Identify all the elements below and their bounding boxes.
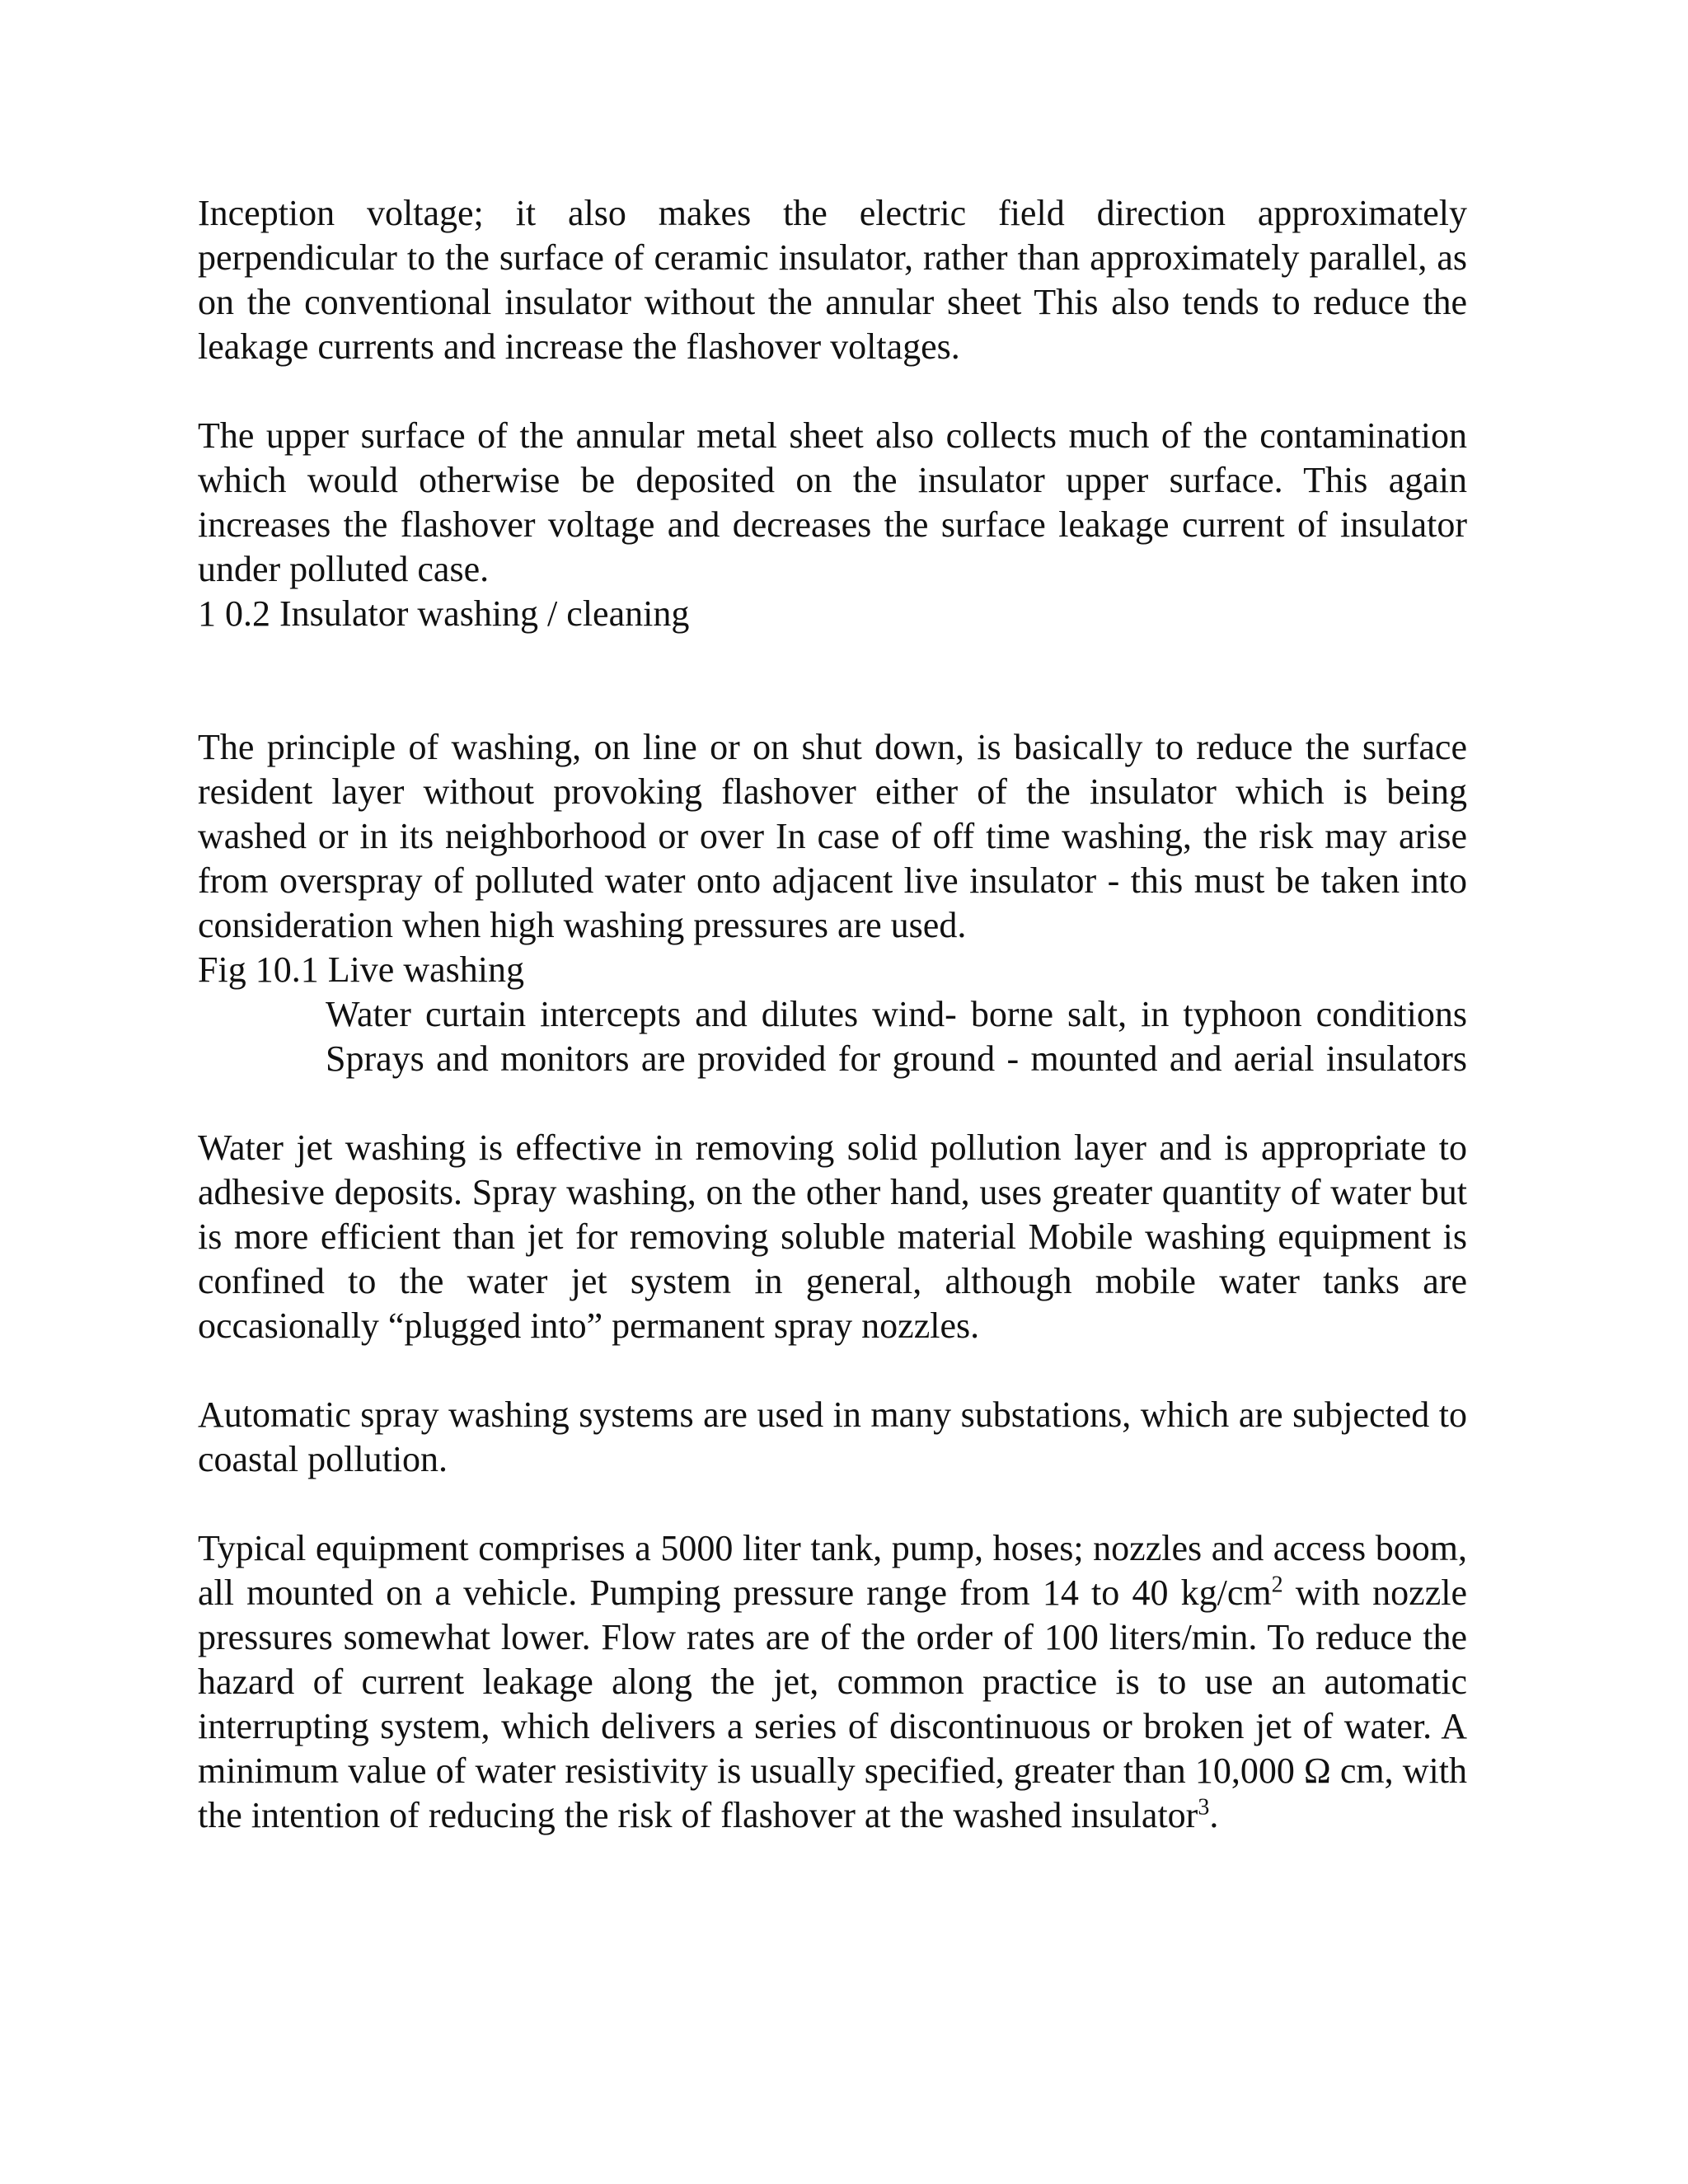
footnote-reference: 3 xyxy=(1198,1794,1210,1821)
figure-caption-live-washing: Fig 10.1 Live washing xyxy=(198,949,524,990)
paragraph-water-jet-washing: Water jet washing is effective in removing solid pollution layer and is appropriate to adhesive deposits. Spray washing, on the other hand, uses greater quantity of water but is more efficient than jet for removing soluble material Mobile washing equipment is confined to the water jet system in general, although mobile water tanks are occasionally “plugged into” permanent spray nozzles. xyxy=(198,1127,1467,1346)
paragraph-inception-voltage: Inception voltage; it also makes the electric field direction approximately perpendicular to the surface of ceramic insulator, rather than approximately parallel, as on the conventional insulator without the annular sheet This also tends to reduce the leakage currents and increase the flashover voltages. xyxy=(198,193,1467,367)
paragraph-annular-sheet: The upper surface of the annular metal sheet also collects much of the contamination which would otherwise be deposited on the insulator upper surface. This again increases the flashover voltage and decreases the surface leakage current of insulator under polluted case. xyxy=(198,415,1467,589)
figure-caption-line-water-curtain: Water curtain intercepts and dilutes wind- borne salt, in typhoon conditions xyxy=(326,994,1467,1034)
equipment-text-part-3: . xyxy=(1209,1795,1219,1835)
figure-caption-line-sprays: Sprays and monitors are provided for ground - mounted and aerial insulators xyxy=(326,1038,1467,1079)
paragraph-automatic-spray: Automatic spray washing systems are used in many substations, which are subjected to coastal pollution. xyxy=(198,1394,1467,1479)
paragraph-washing-principle: The principle of washing, on line or on shut down, is basically to reduce the surface resident layer without provoking flashover either of the insulator which is being washed or in its neighborhood or over In case of off time washing, the risk may arise from overspray of polluted water onto adjacent live insulator - this must be taken into consideration when high washing pressures are used. xyxy=(198,727,1467,945)
paragraph-typical-equipment xyxy=(198,1526,1467,1838)
equipment-text-part-2: with nozzle pressures somewhat lower. Flow rates are of the order of 100 liters/min. To reduce the hazard of current leakage along the jet, common practice is to use an automatic interrupting system, which delivers a series of discontinuous or broken jet of water. A minimum value of water resistivity is usually specified, greater than 10,000 Ω cm, with the intention of reducing the risk of flashover at the washed insulator xyxy=(198,1572,1467,1835)
superscript-squared: 2 xyxy=(1271,1572,1283,1598)
section-heading-insulator-washing: 1 0.2 Insulator washing / cleaning xyxy=(198,593,690,634)
equipment-text-part-1: Typical equipment comprises a 5000 liter tank, pump, hoses; nozzles and access boom, all mounted on a vehicle. Pumping pressure range from 14 to 40 kg/cm xyxy=(198,1528,1467,1613)
document-page xyxy=(198,191,1467,1838)
